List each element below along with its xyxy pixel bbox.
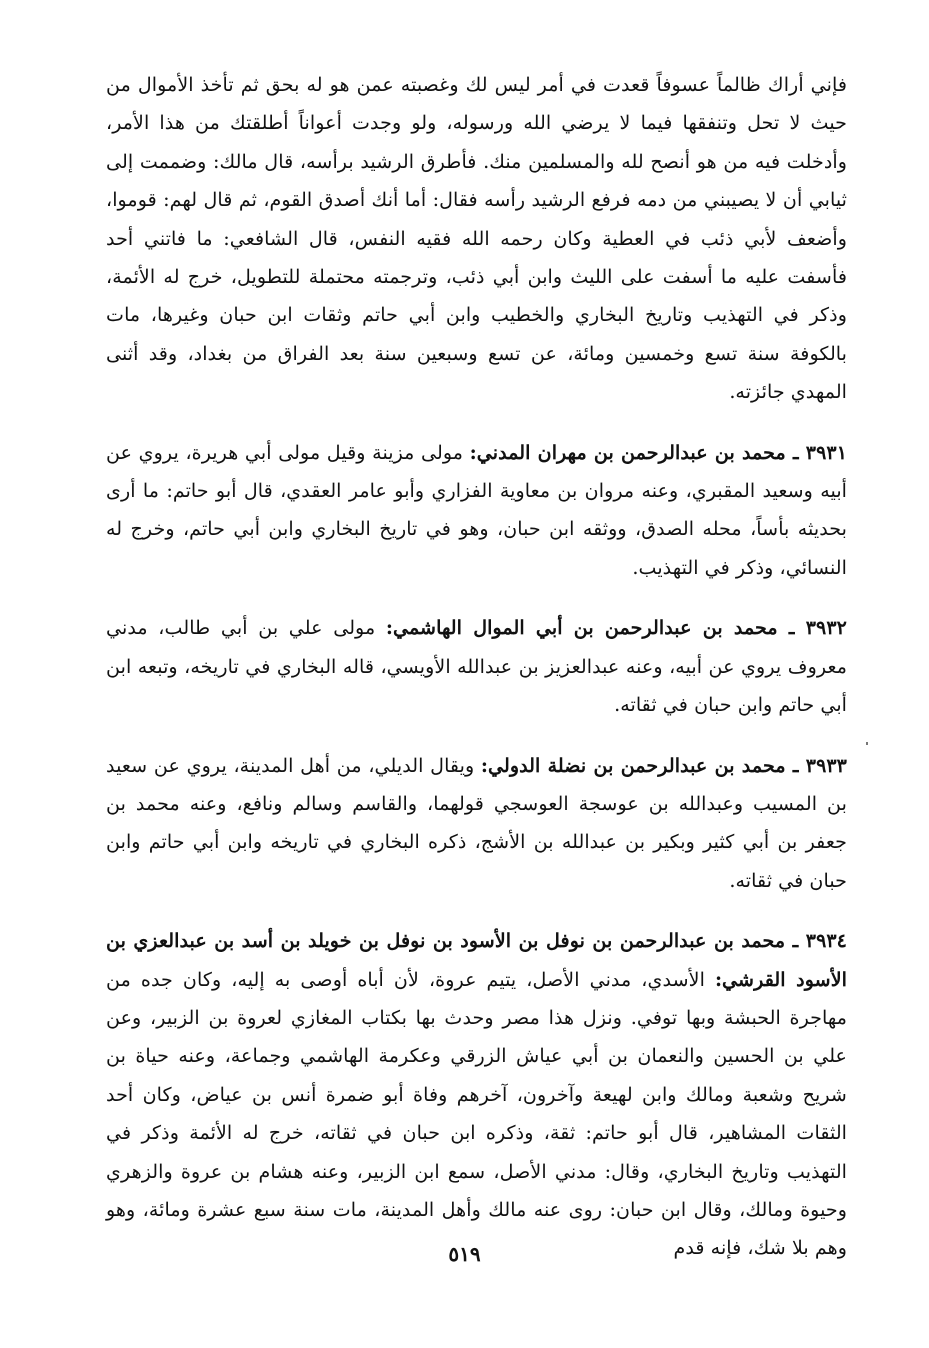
entry-3931: [106, 434, 847, 588]
entry-heading: ٣٩٣٤ ـ محمد بن عبدالرحمن بن نوفل بن الأسود بن نوفل بن خويلد بن أسد بن عبدالعزي بن الأسود القرشي:: [106, 929, 847, 991]
page-number: ٥١٩: [448, 1242, 481, 1266]
entry-heading: ٣٩٣٣ ـ محمد بن عبدالرحمن بن نضلة الدولي:: [480, 753, 847, 777]
paragraph-text: فإني أراك ظالماً عسوفاً قعدت في أمر ليس لك وغصبته عمن هو له بحق ثم تأخذ الأموال من حيث لا تحل وتنفقها فيما لا يرضي الله ورسوله، ولو وجدت أعواناً أطلقتك من هذا الأمر، وأدخلت فيه من هو أنصح لله والمسلمين منك. فأطرق الرشيد برأسه، قال مالك: وضممت إلى ثيابي أن لا يصيبني من دمه فرفع الرشيد رأسه فقال: أما أنك أصدق القوم، ثم قال لهم: قوموا، وأضعف لأبي ذئب في العطية وكان رحمه الله فقيه النفس، قال الشافعي: ما فاتني أحد فأسفت عليه ما أسفت على الليث وابن أبي ذئب، وترجمته محتملة للتطويل، خرج له الأئمة، وذكر في التهذيب وتاريخ البخاري والخطيب وابن أبي حاتم وثقات ابن حبان وغيرها، مات بالكوفة سنة تسع وخمسين ومائة، عن تسع وسبعين سنة بعد الفراق من بغداد، وقد أثنى المهدي جائزته.: [106, 73, 847, 404]
entry-3933: [106, 747, 847, 901]
entry-3932: [106, 609, 847, 724]
entry-text: ويقال الديلي، من أهل المدينة، يروي عن سعيد بن المسيب وعبدالله بن عوسجة العوسجي قولهما، والقاسم وسالم ونافع، وعنه محمد بن جعفر بن أبي كثير وبكير بن عبدالله بن الأشج، ذكره البخاري في تاريخه وابن أبي حاتم وابن حبان في ثقاته.: [106, 753, 847, 892]
entry-heading: ٣٩٣١ ـ محمد بن عبدالرحمن بن مهران المدني:: [469, 440, 848, 464]
entry-heading: ٣٩٣٢ ـ محمد بن عبدالرحمن بن أبي الموال الهاشمي:: [385, 616, 847, 640]
entry-text: مولى مزينة وقيل مولى أبي هريرة، يروي عن أبيه وسعيد المقبري، وعنه مروان بن معاوية الفزاري وأبو عامر العقدي، قال أبو حاتم: ما أرى بحديثه بأساً، محله الصدق، ووثقه ابن حبان، وهو في تاريخ البخاري وابن أبي حاتم، وخرج له النسائي، وذكر في التهذيب.: [106, 440, 847, 579]
entry-text: مولى علي بن أبي طالب، مدني معروف يروي عن أبيه، وعنه عبدالعزيز بن عبدالله الأويسي، قاله البخاري في تاريخه، وتبعه ابن أبي حاتم وابن حبان في ثقاته.: [106, 616, 847, 717]
scan-speck: [866, 742, 868, 745]
entry-3934: [106, 922, 847, 1268]
paragraph-continuation: [106, 66, 847, 412]
entry-text: الأسدي، مدني الأصل، يتيم عروة، لأن أباه أوصى به إليه، وكان جده من مهاجرة الحبشة وبها توفي. ونزل هذا مصر وحدث بها بكتاب المغازي لعروة بن الزبير، وعن علي بن الحسين والنعمان بن أبي عياش الزرقي وعكرمة الهاشمي وجماعة، وعنه حياة بن شريح وشعبة ومالك وابن لهيعة وآخرون، آخرهم وفاة أبو ضمرة أنس بن عياض، وكان أحد الثقات المشاهير، قال أبو حاتم: ثقة، وذكره ابن حبان في ثقاته، خرج له الأئمة وذكر في التهذيب وتاريخ البخاري، وقال: مدني الأصل، سمع ابن الزبير، وعنه هشام بن عروة والزهري وحيوة ومالك، وقال ابن حبان: روى عنه مالك وأهل المدينة، مات سنة سبع عشرة ومائة، وهو وهم بلا شك، فإنه قدم: [106, 967, 847, 1260]
